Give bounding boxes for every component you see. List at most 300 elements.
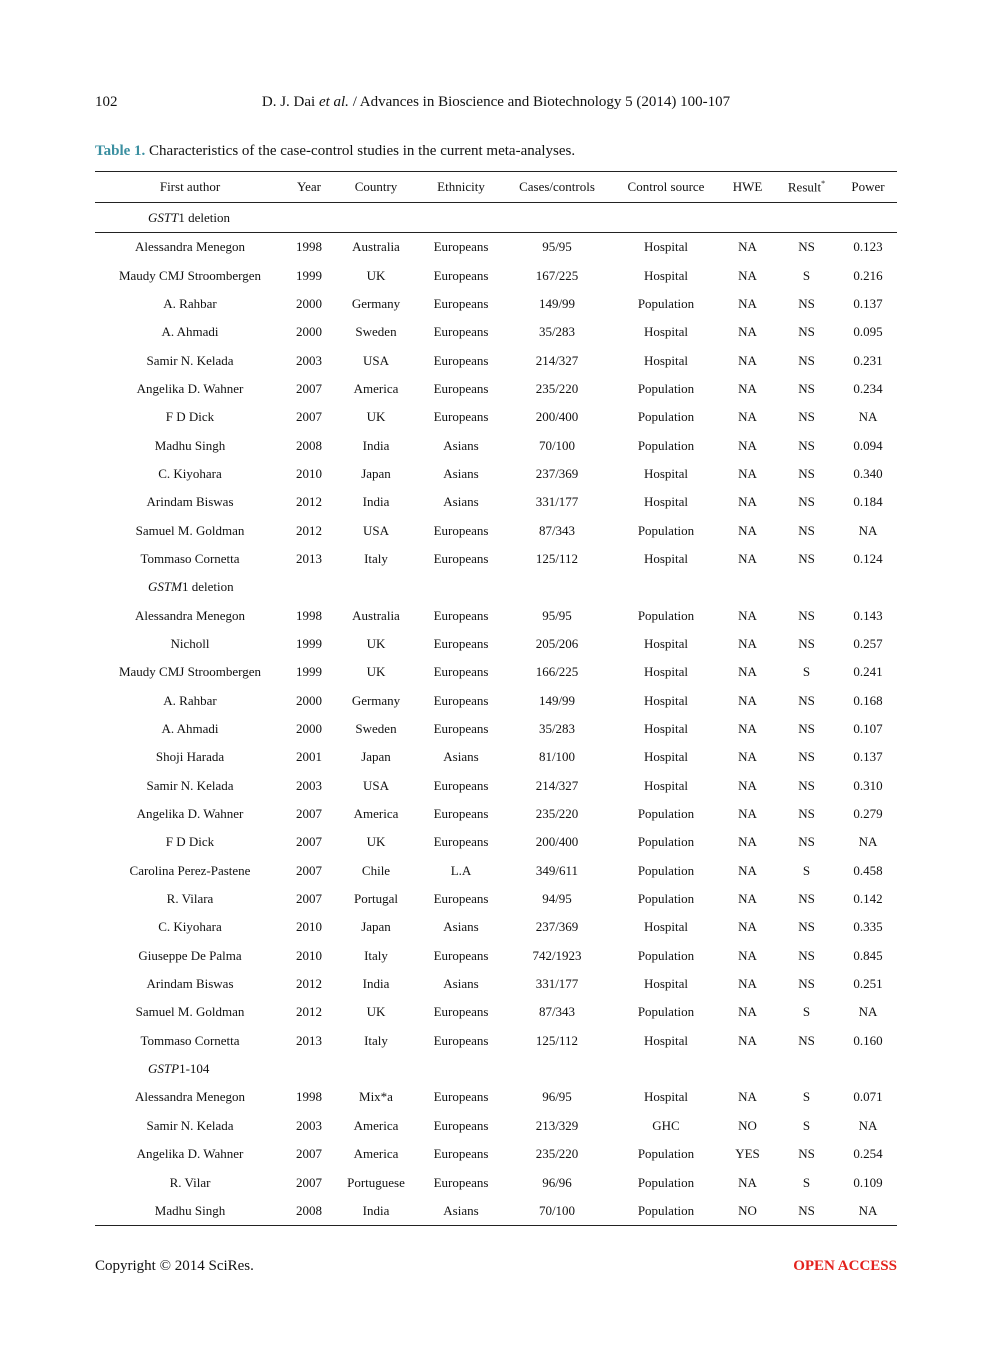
cell-country: Japan [361,749,391,765]
cell-control-source: Hospital [643,352,689,368]
cell-result: NS [798,919,815,935]
cell-ethnicity: L.A [450,862,472,878]
cell-control-source: Hospital [643,1032,689,1048]
cell-power: NA [858,1004,878,1020]
cell-control-source: Hospital [643,976,689,992]
cell-country: USA [362,522,389,538]
cell-ethnicity: Europeans [433,1174,489,1190]
cell-first-author: C. Kiyohara [158,919,222,935]
cell-cases-controls: 235/220 [535,380,579,396]
cell-power: 0.071 [853,1089,883,1105]
section-label [95,203,897,233]
table-row [95,885,897,913]
cell-control-source: Population [637,295,695,311]
cell-ethnicity: Asians [419,1197,503,1226]
cell-control-source: Hospital [643,777,689,793]
cell-result: NS [798,239,815,255]
table-row [95,375,897,403]
cell-first-author: A. Ahmadi [161,721,219,737]
cell-power: 0.184 [853,494,883,510]
col-hwe: HWE [721,172,774,203]
table-row [95,970,897,998]
footer-copyright: Copyright © 2014 SciRes. [95,1258,254,1274]
cell-year: 2003 [296,1117,322,1133]
cell-hwe: NA [738,1004,757,1020]
header-journal: / Advances in Bioscience and Biotechnology 5 (2014) 100-107 [352,94,731,110]
cell-country: Mix*a [359,1089,393,1105]
cell-hwe: NA [738,1032,757,1048]
cell-hwe: NA [738,919,757,935]
cell-control-source: Population [637,607,695,623]
cell-cases-controls: 237/369 [535,465,579,481]
cell-year: 2000 [296,324,322,340]
cell-result: NS [798,409,815,425]
cell-country: America [353,1146,399,1162]
cell-first-author: Alessandra Menegon [134,607,246,623]
cell-cases-controls: 235/220 [535,806,579,822]
cell-first-author: R. Vilar [169,1174,211,1190]
cell-hwe: NO [738,1117,757,1133]
cell-control-source: Hospital [643,550,689,566]
cell-country: Australia [352,607,400,623]
cell-first-author: Madhu Singh [154,437,226,453]
cell-first-author: F D Dick [165,834,215,850]
cell-result: NS [798,721,815,737]
table-caption [95,143,575,160]
result-footnote-marker: * [821,178,826,188]
table-row [95,913,897,941]
cell-result: NS [798,1146,815,1162]
cell-ethnicity: Europeans [433,947,489,963]
cell-first-author: Samir N. Kelada [146,352,234,368]
cell-first-author: Arindam Biswas [146,494,234,510]
cell-cases-controls: 235/220 [535,1146,579,1162]
cell-power: NA [858,1117,878,1133]
cell-power: 0.123 [853,239,883,255]
table-row [95,516,897,544]
cell-ethnicity: Europeans [433,1089,489,1105]
cell-ethnicity: Asians [443,976,479,992]
table-row [95,431,897,459]
cell-control-source: Population [637,380,695,396]
cell-country: India [362,976,390,992]
cell-ethnicity: Europeans [433,806,489,822]
cell-result: NS [798,295,815,311]
cell-result: NS [798,522,815,538]
cell-country: Germany [351,692,401,708]
cell-country: Italy [364,947,388,963]
section-label [95,1055,897,1083]
table-row [95,1197,897,1226]
cell-country: UK [366,635,386,651]
cell-country: India [362,437,390,453]
cell-cases-controls: 213/329 [535,1117,579,1133]
table-row [95,658,897,686]
cell-power: 0.458 [853,862,883,878]
cell-year: 1999 [296,267,322,283]
cell-control-source: Hospital [643,721,689,737]
cell-cases-controls: 35/283 [538,324,576,340]
table-row [95,1168,897,1196]
cell-country: USA [362,352,389,368]
cell-year: 2000 [296,692,322,708]
cell-year: 2010 [296,919,322,935]
cell-cases-controls: 149/99 [538,692,576,708]
cell-power: 0.845 [853,947,883,963]
col-result [774,172,839,203]
table-caption-label: Table 1. [95,143,146,159]
cell-country: UK [366,409,386,425]
cell-cases-controls: 87/343 [538,522,576,538]
cell-cases-controls: 205/206 [535,635,579,651]
cell-control-source: Population [637,806,695,822]
col-ethnicity: Ethnicity [419,172,503,203]
section-gene: GSTT [148,209,179,225]
cell-year: 2000 [296,721,322,737]
cell-power: 0.310 [853,777,883,793]
section-row [95,1055,897,1083]
cell-country: America [353,806,399,822]
cell-year: 2012 [296,494,322,510]
cell-cases-controls: 200/400 [535,409,579,425]
cell-country: UK [366,1004,386,1020]
cell-country: UK [366,267,386,283]
cell-first-author: Arindam Biswas [146,976,234,992]
cell-result: S [802,664,811,680]
table-row [95,318,897,346]
table-row [95,800,897,828]
cell-hwe: NA [738,465,757,481]
cell-ethnicity: Europeans [433,1117,489,1133]
cell-control-source: Population [637,862,695,878]
table-row [95,942,897,970]
cell-cases-controls: 214/327 [535,777,579,793]
cell-hwe: NA [738,721,757,737]
cell-cases-controls: 70/100 [503,1197,611,1226]
cell-power: 0.124 [853,550,883,566]
cell-ethnicity: Europeans [433,664,489,680]
cell-ethnicity: Asians [443,494,479,510]
cell-cases-controls: 349/611 [535,862,579,878]
cell-country: Portugal [353,891,399,907]
cell-hwe: NA [738,267,757,283]
cell-ethnicity: Asians [443,465,479,481]
cell-first-author: Nicholl [170,635,210,651]
cell-power: 0.168 [853,692,883,708]
cell-power: 0.160 [853,1032,883,1048]
cell-ethnicity: Europeans [433,522,489,538]
cell-result: NS [798,494,815,510]
cell-country: Chile [361,862,391,878]
cell-result: NS [798,834,815,850]
cell-cases-controls: 35/283 [538,721,576,737]
table-row [95,545,897,573]
cell-ethnicity: Europeans [433,891,489,907]
footer-open-access: OPEN ACCESS [793,1258,897,1274]
cell-result: NS [798,324,815,340]
cell-control-source: Hospital [643,664,689,680]
cell-power: 0.257 [853,635,883,651]
cell-country: Japan [361,465,391,481]
cell-hwe: NA [738,437,757,453]
cell-first-author: Maudy CMJ Stroombergen [118,267,262,283]
cell-cases-controls: 96/96 [542,1174,572,1190]
cell-hwe: NA [738,947,757,963]
cell-first-author: Shoji Harada [155,749,225,765]
cell-power: 0.251 [853,976,883,992]
cell-power: 0.241 [853,664,883,680]
cell-ethnicity: Europeans [433,635,489,651]
cell-hwe: NA [738,891,757,907]
cell-country: Portuguese [347,1174,405,1190]
cell-ethnicity: Asians [443,749,479,765]
cell-result: NS [798,550,815,566]
section-suffix: 1 deletion [181,579,234,595]
cell-result: S [802,862,811,878]
cell-control-source: Hospital [643,324,689,340]
cell-hwe: NA [738,409,757,425]
cell-cases-controls: 125/112 [535,550,579,566]
cell-control-source: Population [637,891,695,907]
cell-year: 1998 [296,607,322,623]
table-row [95,1083,897,1111]
cell-control-source: Population [637,1004,695,1020]
cell-country: Germany [351,295,401,311]
cell-power: NA [858,834,878,850]
cell-first-author: Angelika D. Wahner [136,1146,244,1162]
cell-ethnicity: Europeans [433,1004,489,1020]
cell-first-author: Angelika D. Wahner [136,806,244,822]
cell-cases-controls: 87/343 [538,1004,576,1020]
cell-power: 0.335 [853,919,883,935]
cell-ethnicity: Asians [443,919,479,935]
cell-result: S [802,1004,811,1020]
cell-country: Italy [364,1032,388,1048]
cell-ethnicity: Europeans [433,607,489,623]
cell-country: America [353,1117,399,1133]
cell-first-author: Angelika D. Wahner [136,380,244,396]
cell-result: NS [798,891,815,907]
cell-result: NS [798,806,815,822]
cell-year: 2007 [296,834,322,850]
cell-result: NS [798,465,815,481]
section-row [95,573,897,601]
col-cases-controls: Cases/controls [503,172,611,203]
cell-hwe: NA [738,664,757,680]
cell-control-source: Population [637,522,695,538]
cell-year: 2001 [296,749,322,765]
cell-year: 2008 [296,437,322,453]
col-year: Year [285,172,333,203]
header-row [95,172,897,203]
section-suffix: 1 deletion [178,209,230,225]
cell-first-author: Samuel M. Goldman [135,522,245,538]
cell-result: NS [798,692,815,708]
cell-year: 1998 [296,239,322,255]
cell-first-author: Tommaso Cornetta [140,1032,240,1048]
cell-control-source: Hospital [643,1089,689,1105]
cell-first-author: Carolina Perez-Pastene [129,862,251,878]
cell-year: 1999 [296,664,322,680]
cell-cases-controls: 96/95 [542,1089,572,1105]
cell-ethnicity: Europeans [433,834,489,850]
cell-ethnicity: Europeans [433,324,489,340]
cell-ethnicity: Europeans [433,1146,489,1162]
cell-power: 0.094 [853,437,883,453]
cell-cases-controls: 200/400 [535,834,579,850]
cell-year: 2012 [296,1004,322,1020]
header-etal: et al. [318,94,349,110]
cell-result: NS [798,380,815,396]
cell-result: NS [798,976,815,992]
cell-cases-controls: 742/1923 [532,947,582,963]
cell-cases-controls: 166/225 [535,664,579,680]
cell-control-source: Hospital [643,635,689,651]
cell-first-author: Samir N. Kelada [146,1117,234,1133]
cell-power: 0.109 [853,1174,883,1190]
cell-result: NS [798,352,815,368]
table-row [95,488,897,516]
cell-country: UK [366,664,386,680]
cell-first-author: Alessandra Menegon [134,1089,246,1105]
cell-country: UK [366,834,386,850]
cell-year: 2012 [296,976,322,992]
cell-first-author: A. Rahbar [163,295,217,311]
cell-first-author: Giuseppe De Palma [138,947,242,963]
cell-control-source: Population [637,1146,695,1162]
cell-result: S [802,1089,811,1105]
cell-hwe: NA [738,295,757,311]
cell-power: 0.095 [853,324,883,340]
cell-power: 0.340 [853,465,883,481]
cell-hwe: NA [738,834,757,850]
cell-year: 2007 [296,1174,322,1190]
cell-hwe: NA [738,239,757,255]
cell-result: NS [798,749,815,765]
cell-first-author: R. Vilara [166,891,214,907]
cell-result: NS [798,437,815,453]
cell-cases-controls: 125/112 [535,1032,579,1048]
cell-control-source: Hospital [643,494,689,510]
cell-hwe: NA [738,607,757,623]
section-row [95,203,897,233]
cell-control-source: Hospital [643,239,689,255]
cell-power: 0.137 [853,295,883,311]
table-row [95,743,897,771]
cell-cases-controls: 331/177 [535,494,579,510]
cell-control-source: Hospital [643,749,689,765]
cell-first-author: F D Dick [165,409,215,425]
cell-year: 1998 [296,1089,322,1105]
cell-ethnicity: Asians [443,437,479,453]
cell-control-source: Population [637,1174,695,1190]
table-row [95,233,897,262]
cell-power: 0.137 [853,749,883,765]
table-row [95,772,897,800]
section-label [95,573,897,601]
cell-power: 0.254 [853,1146,883,1162]
cell-year: 2007 [296,1146,322,1162]
cell-year: 2013 [296,1032,322,1048]
cell-year: 2008 [285,1197,333,1226]
cell-year: 2010 [296,947,322,963]
cell-hwe: NA [738,380,757,396]
cell-cases-controls: 95/95 [542,239,572,255]
cell-hwe: NA [738,862,757,878]
cell-result: NS [798,635,815,651]
cell-year: 2010 [296,465,322,481]
table-row [95,1027,897,1055]
cell-hwe: YES [735,1146,760,1162]
cell-hwe: NA [738,806,757,822]
table-row [95,828,897,856]
cell-first-author: Samir N. Kelada [146,777,234,793]
cell-hwe: NO [721,1197,774,1226]
cell-result: S [802,1174,811,1190]
table-body [95,203,897,1226]
cell-first-author: Tommaso Cornetta [140,550,240,566]
col-first-author: First author [95,172,285,203]
cell-first-author: C. Kiyohara [158,465,222,481]
cell-ethnicity: Europeans [433,352,489,368]
cell-ethnicity: Europeans [433,267,489,283]
table-caption-text: Characteristics of the case-control studies in the current meta-analyses. [149,143,576,159]
cell-country: Australia [352,239,400,255]
cell-hwe: NA [738,494,757,510]
cell-control-source: Hospital [643,267,689,283]
cell-hwe: NA [738,777,757,793]
cell-hwe: NA [738,635,757,651]
cell-year: 2013 [296,550,322,566]
cell-country: India [333,1197,419,1226]
table-row [95,857,897,885]
col-result-label: Result [787,179,822,195]
cell-year: 2003 [296,777,322,793]
cell-ethnicity: Europeans [433,239,489,255]
cell-first-author: A. Rahbar [163,692,217,708]
cell-first-author: Alessandra Menegon [134,239,246,255]
cell-first-author: Samuel M. Goldman [135,1004,245,1020]
cell-ethnicity: Europeans [433,409,489,425]
table-row [95,460,897,488]
cell-power: NA [858,409,878,425]
cell-control-source: Population [637,947,695,963]
cell-ethnicity: Europeans [433,380,489,396]
cell-cases-controls: 81/100 [538,749,576,765]
cell-power: 0.216 [853,267,883,283]
cell-power: 0.234 [853,380,883,396]
table-row [95,346,897,374]
cell-hwe: NA [738,1089,757,1105]
cell-hwe: NA [738,976,757,992]
section-gene: GSTP [148,1061,180,1077]
cell-hwe: NA [738,550,757,566]
cell-cases-controls: 95/95 [542,607,572,623]
cell-hwe: NA [738,352,757,368]
cell-power: NA [839,1197,897,1226]
cell-power: 0.142 [853,891,883,907]
studies-table [95,171,897,1226]
cell-cases-controls: 214/327 [535,352,579,368]
cell-first-author: A. Ahmadi [161,324,219,340]
cell-cases-controls: 167/225 [535,267,579,283]
cell-hwe: NA [738,692,757,708]
cell-ethnicity: Europeans [433,777,489,793]
cell-year: 2007 [296,806,322,822]
cell-control-source: Population [637,834,695,850]
cell-country: Sweden [355,324,397,340]
cell-country: Italy [364,550,388,566]
